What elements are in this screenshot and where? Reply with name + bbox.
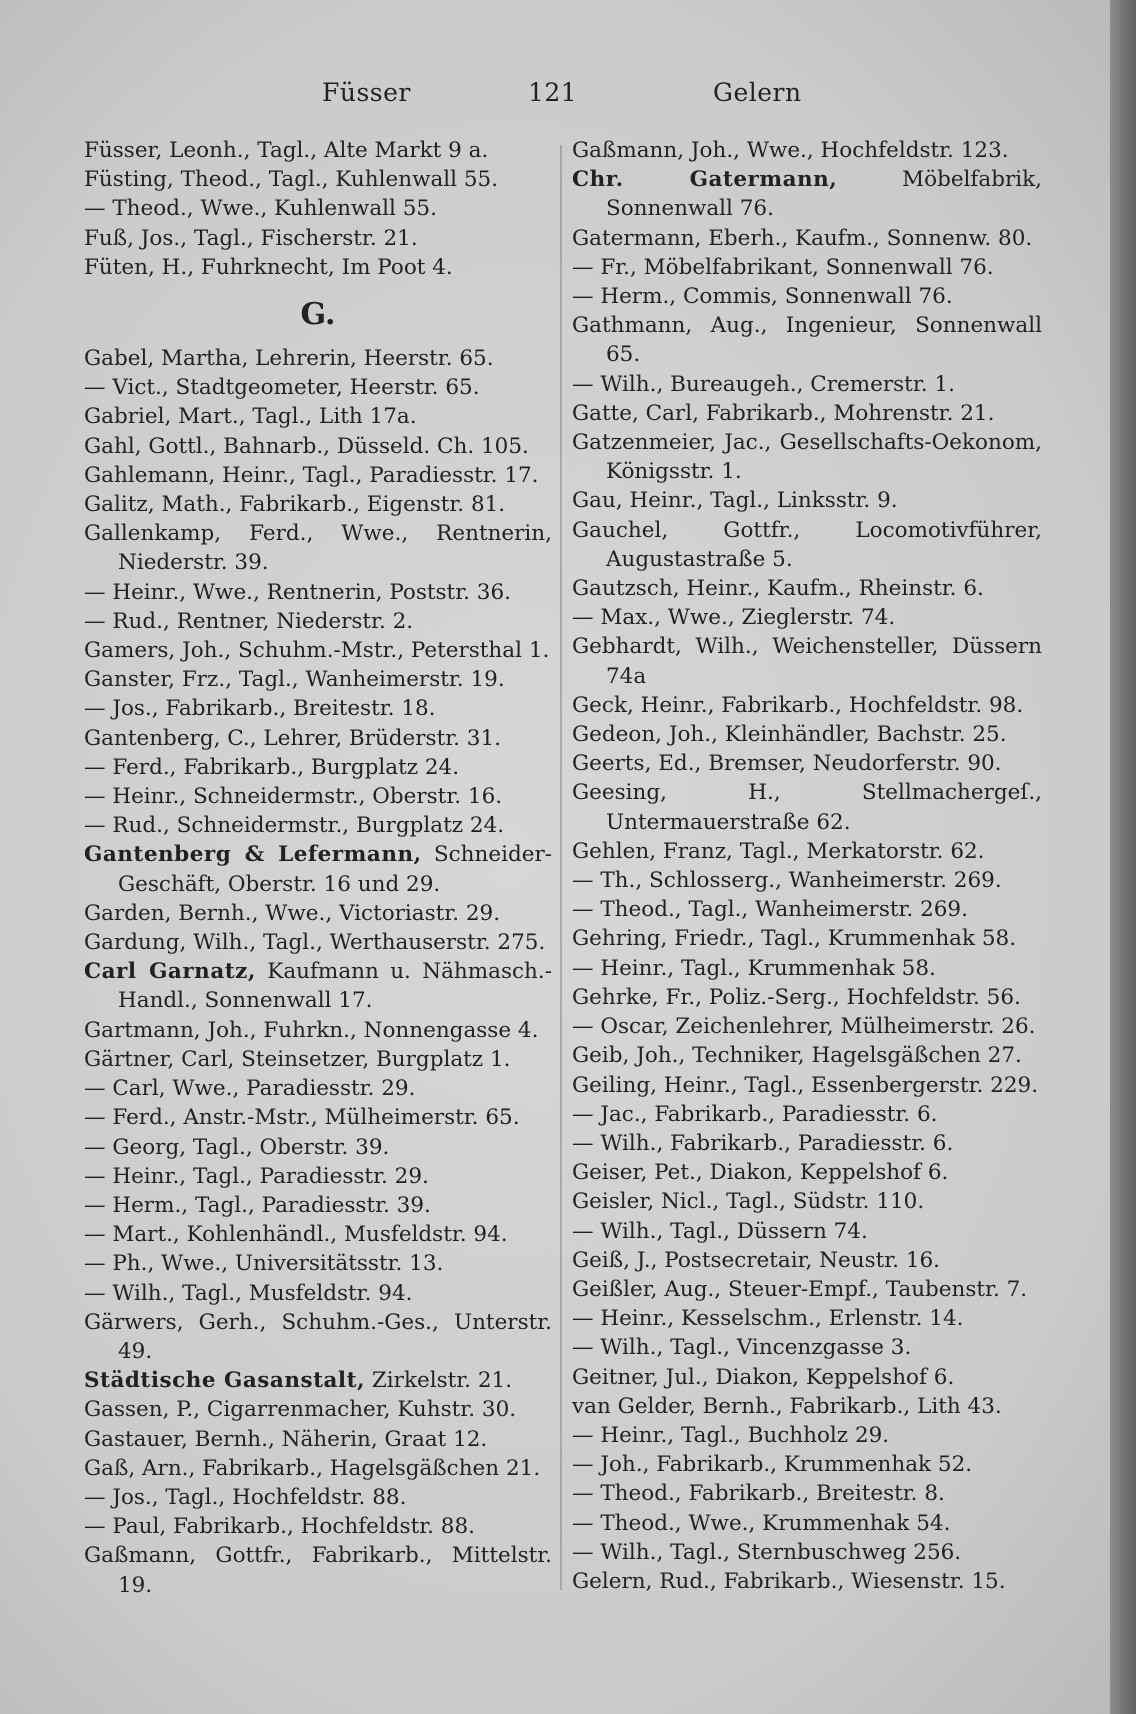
running-header (0, 78, 1136, 118)
list-item: — Theod., Wwe., Krummenhak 54. (572, 1510, 951, 1536)
list-item: — Wilh., Fabrikarb., Paradiesstr. 6. (572, 1130, 954, 1156)
list-item: — Herm., Commis, Sonnenwall 76. (572, 284, 953, 310)
list-item: — Wilh., Tagl., Düssern 74. (572, 1218, 868, 1244)
list-item: — Wilh., Bureaugeh., Cremerstr. 1. (572, 371, 955, 397)
list-item: Gau, Heinr., Tagl., Linksstr. 9. (572, 488, 898, 514)
list-item: Geiser, Pet., Diakon, Keppelshof 6. (572, 1160, 949, 1186)
list-item: Gatermann, Eberh., Kaufm., Sonnenw. 80. (572, 225, 1033, 251)
list-item: Geisler, Nicl., Tagl., Südstr. 110. (572, 1189, 925, 1215)
firm-details: Schneider-Geschäft, Oberstr. 16 und 29. (118, 842, 552, 897)
list-item: Garden, Bernh., Wwe., Victoriastr. 29. (84, 900, 501, 926)
list-item: Gehlen, Franz, Tagl., Merkatorstr. 62. (572, 838, 985, 864)
firm-details: Kaufmann u. Nähmasch.-Handl., Sonnenwall 17. (118, 959, 552, 1014)
list-item: — Heinr., Tagl., Paradiesstr. 29. (84, 1163, 429, 1189)
list-item: — Theod., Wwe., Kuhlenwall 55. (84, 196, 437, 222)
list-item: — Georg, Tagl., Oberstr. 39. (84, 1134, 390, 1160)
list-item: — Vict., Stadtgeometer, Heerstr. 65. (84, 375, 480, 401)
list-item: Füsser, Leonh., Tagl., Alte Markt 9 a. (84, 138, 489, 163)
list-item: Gauchel, Gottfr., Locomotivführer, Augustastraße 5. (572, 517, 1042, 572)
list-item: Gassen, P., Cigarrenmacher, Kuhstr. 30. (84, 1397, 517, 1423)
list-item: Geck, Heinr., Fabrikarb., Hochfeldstr. 98. (572, 692, 1024, 718)
list-item: Geesing, H., Stellmachergeſ., Untermauerstraße 62. (572, 780, 1042, 835)
page-edge-shadow (1110, 0, 1136, 1714)
list-item: Geitner, Jul., Diakon, Keppelshof 6. (572, 1364, 955, 1390)
list-item: van Gelder, Bernh., Fabrikarb., Lith 43. (572, 1393, 1002, 1419)
section-letter-heading: G. (300, 297, 336, 333)
list-item: — Rud., Schneidermstr., Burgplatz 24. (84, 813, 505, 839)
firm-entry-gasanstalt (84, 1366, 552, 1395)
firm-details: Zirkelstr. 21. (365, 1368, 513, 1394)
list-item: Ganster, Frz., Tagl., Wanheimerstr. 19. (84, 667, 505, 693)
list-item: Gaßmann, Gottfr., Fabrikarb., Mittelstr. 19. (84, 1543, 552, 1598)
header-first-entry: Füsser (322, 78, 411, 107)
list-item: Gabriel, Mart., Tagl., Lith 17a. (84, 404, 417, 430)
page-number: 121 (528, 78, 578, 107)
list-item: — Paul, Fabrikarb., Hochfeldstr. 88. (84, 1514, 475, 1540)
list-item: — Jos., Fabrikarb., Breitestr. 18. (84, 696, 436, 722)
firm-name: Carl Garnatz, (84, 959, 256, 985)
list-item: Gaßmann, Joh., Wwe., Hochfeldstr. 123. (572, 138, 1009, 163)
list-item: — Fr., Möbelfabrikant, Sonnenwall 76. (572, 254, 994, 280)
list-item: — Theod., Tagl., Wanheimerstr. 269. (572, 897, 968, 923)
list-item: Fuß, Jos., Tagl., Fischerstr. 21. (84, 225, 418, 251)
list-item: Geiling, Heinr., Tagl., Essenbergerstr. 229. (572, 1072, 1039, 1098)
list-item: — Herm., Tagl., Paradiesstr. 39. (84, 1192, 431, 1218)
list-item: Galitz, Math., Fabrikarb., Eigenstr. 81. (84, 492, 506, 518)
firm-entry-gatermann (572, 165, 1042, 223)
list-item: — Carl, Wwe., Paradiesstr. 29. (84, 1076, 416, 1102)
firm-name: Chr. Gatermann, (572, 167, 838, 193)
list-item: Gartmann, Joh., Fuhrkn., Nonnengasse 4. (84, 1017, 539, 1043)
list-item: — Jos., Tagl., Hochfeldstr. 88. (84, 1484, 407, 1510)
list-item: — Mart., Kohlenhändl., Musfeldstr. 94. (84, 1222, 508, 1248)
list-item: Gehrke, Fr., Poliz.-Serg., Hochfeldstr. 56. (572, 984, 1021, 1010)
list-item: Gautzsch, Heinr., Kaufm., Rheinstr. 6. (572, 576, 984, 602)
firm-name: Gantenberg & Lefermann, (84, 842, 422, 868)
list-item: — Wilh., Tagl., Vincenzgasse 3. (572, 1335, 912, 1361)
list-item: — Ferd., Fabrikarb., Burgplatz 24. (84, 754, 460, 780)
list-item: Gärtner, Carl, Steinsetzer, Burgplatz 1. (84, 1046, 511, 1072)
list-item: Gathmann, Aug., Ingenieur, Sonnenwall 65. (572, 313, 1042, 368)
list-item: Geiß, J., Postsecretair, Neustr. 16. (572, 1247, 941, 1273)
list-item: — Oscar, Zeichenlehrer, Mülheimerstr. 26. (572, 1014, 1036, 1040)
list-item: Gaß, Arn., Fabrikarb., Hagelsgäßchen 21. (84, 1455, 541, 1481)
list-item: Füten, H., Fuhrknecht, Im Poot 4. (84, 254, 453, 280)
list-item: Gabel, Martha, Lehrerin, Heerstr. 65. (84, 346, 494, 372)
list-item: Gahlemann, Heinr., Tagl., Paradiesstr. 17. (84, 462, 539, 488)
list-item: — Heinr., Wwe., Rentnerin, Poststr. 36. (84, 579, 511, 605)
list-item: — Rud., Rentner, Niederstr. 2. (84, 608, 414, 634)
list-item: — Max., Wwe., Zieglerstr. 74. (572, 605, 896, 631)
list-item: Gardung, Wilh., Tagl., Werthauserstr. 275. (84, 930, 546, 956)
list-item: Füsting, Theod., Tagl., Kuhlenwall 55. (84, 167, 499, 193)
list-item: Gantenberg, C., Lehrer, Brüderstr. 31. (84, 725, 502, 751)
list-item: — Wilh., Tagl., Musfeldstr. 94. (84, 1280, 413, 1306)
left-column (84, 136, 552, 1600)
list-item: — Heinr., Tagl., Buchholz 29. (572, 1422, 890, 1448)
list-item: — Joh., Fabrikarb., Krummenhak 52. (572, 1452, 973, 1478)
firm-details: Möbelfabrik, Sonnenwall 76. (606, 167, 1042, 222)
list-item: Geerts, Ed., Bremser, Neudorferstr. 90. (572, 751, 1002, 777)
list-item: Gedeon, Joh., Kleinhändler, Bachstr. 25. (572, 722, 1007, 748)
list-item: Gehring, Friedr., Tagl., Krummenhak 58. (572, 926, 1017, 952)
list-item: — Ph., Wwe., Universitätsstr. 13. (84, 1251, 444, 1277)
list-item: Gallenkamp, Ferd., Wwe., Rentnerin, Niederstr. 39. (84, 521, 552, 576)
right-column (572, 136, 1042, 1596)
list-item: — Ferd., Anstr.-Mstr., Mülheimerstr. 65. (84, 1105, 520, 1131)
list-item: — Heinr., Kesselschm., Erlenstr. 14. (572, 1306, 964, 1332)
list-item: Gebhardt, Wilh., Weichensteller, Düssern 74a (572, 634, 1042, 689)
header-last-entry: Gelern (713, 78, 802, 107)
list-item: — Heinr., Tagl., Krummenhak 58. (572, 955, 936, 981)
list-item: — Heinr., Schneidermstr., Oberstr. 16. (84, 784, 503, 810)
firm-entry-garnatz (84, 957, 552, 1015)
list-item: — Th., Schlosserg., Wanheimerstr. 269. (572, 868, 1002, 894)
list-item: Gelern, Rud., Fabrikarb., Wiesenstr. 15. (572, 1568, 1006, 1594)
list-item: — Jac., Fabrikarb., Paradiesstr. 6. (572, 1101, 938, 1127)
list-item: — Wilh., Tagl., Sternbuschweg 256. (572, 1539, 962, 1565)
list-item: — Theod., Fabrikarb., Breitestr. 8. (572, 1481, 945, 1507)
firm-name: Städtische Gasanstalt, (84, 1368, 366, 1394)
list-item: Gatte, Carl, Fabrikarb., Mohrenstr. 21. (572, 400, 995, 426)
firm-entry-gantenberg (84, 840, 552, 898)
list-item: Geib, Joh., Techniker, Hagelsgäßchen 27. (572, 1043, 1022, 1069)
list-item: Gastauer, Bernh., Näherin, Graat 12. (84, 1426, 488, 1452)
list-item: Gärwers, Gerh., Schuhm.-Ges., Unterstr. 49. (84, 1309, 552, 1364)
column-divider (560, 145, 562, 1590)
list-item: Gamers, Joh., Schuhm.-Mstr., Petersthal 1. (84, 638, 550, 664)
list-item: Gahl, Gottl., Bahnarb., Düsseld. Ch. 105. (84, 433, 529, 459)
list-item: Geißler, Aug., Steuer-Empf., Taubenstr. 7. (572, 1276, 1028, 1302)
list-item: Gatzenmeier, Jac., Gesellschafts-Oekonom, Königsstr. 1. (572, 430, 1042, 485)
